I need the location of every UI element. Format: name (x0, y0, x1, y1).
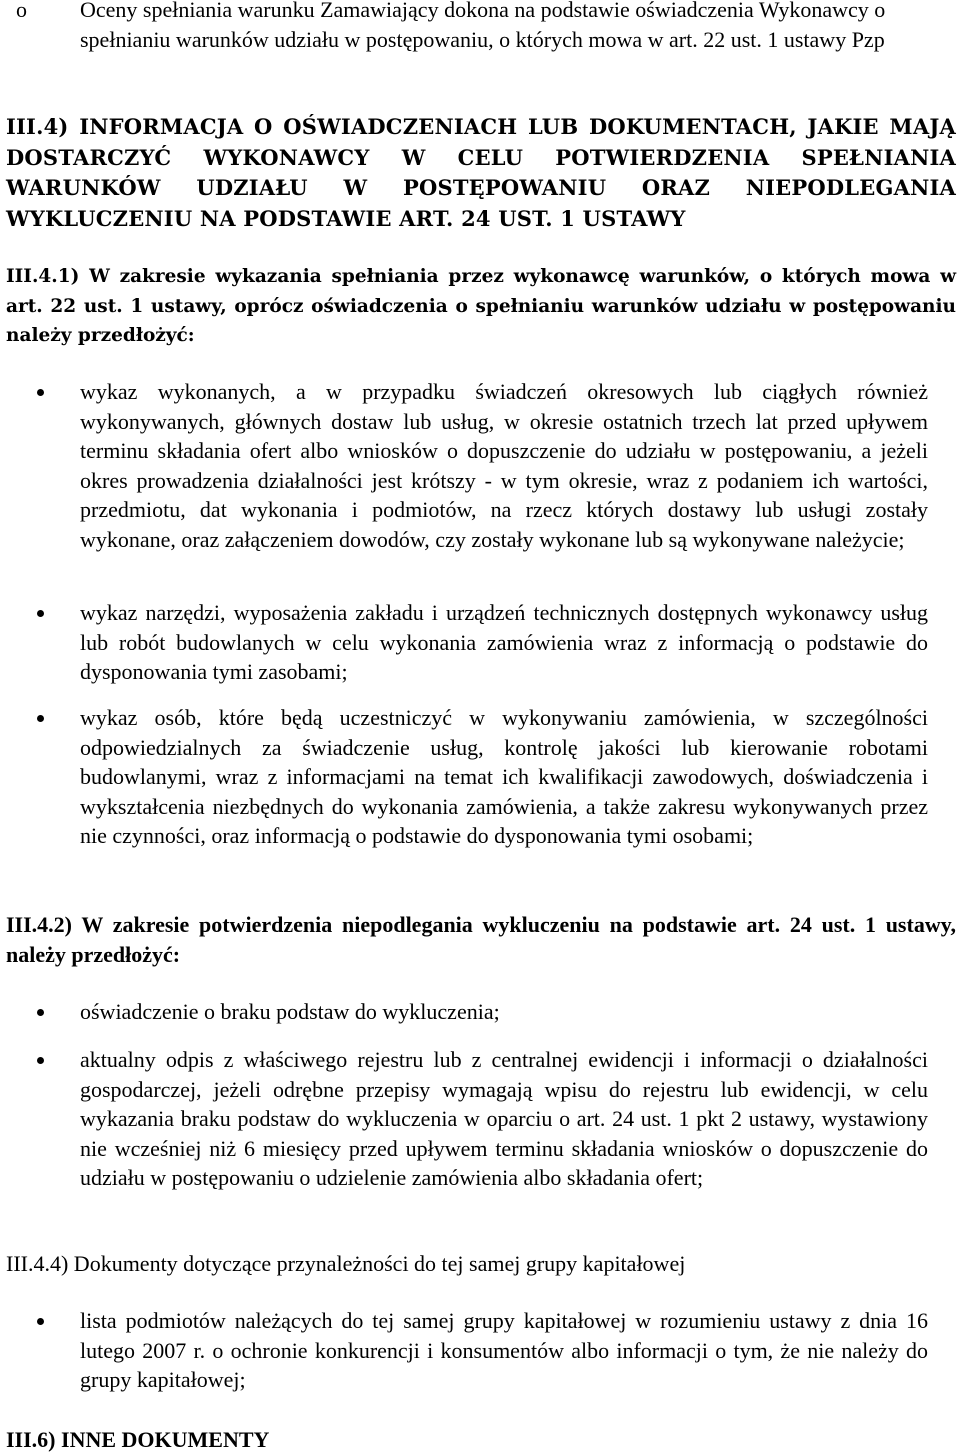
subsection-4-1-heading: III.4.1) W zakresie wykazania spełniania przez wykonawcę warunków, o których mowa w art. 22 ust. 1 ustawy, oprócz oświadczenia o spełnianiu warunków udziału w postępowaniu należy przedłożyć: (6, 266, 956, 346)
bullet-icon (33, 598, 47, 628)
list-item-text: wykaz narzędzi, wyposażenia zakładu i urządzeń technicznych dostępnych wykonawcy usług lub robót budowlanych w celu wykonania zamówienia wraz z informacją o podstawie do dysponowania tymi zasobami; (80, 600, 928, 684)
section-6-heading: III.6) INNE DOKUMENTY (6, 1427, 270, 1452)
list-item-text: lista podmiotów należących do tej samej grupy kapitałowej w rozumieniu ustawy z dnia 16 lutego 2007 r. o ochronie konkurencji i konsumentów albo informacji o tym, że nie należy do grupy kapitałowej; (80, 1308, 928, 1392)
list-item-text: aktualny odpis z właściwego rejestru lub z centralnej ewidencji i informacji o działalności gospodarczej, jeżeli odrębne przepisy wymagają wpisu do rejestru lub ewidencji, w celu wykazania braku podstaw do wykluczenia w oparciu o art. 24 ust. 1 pkt 2 ustawy, wystawiony nie wcześniej niż 6 miesięcy przed upływem terminu składania wniosków o dopuszczenie do udziału w postępowaniu o udzielenie zamówienia albo składania ofert; (80, 1047, 928, 1190)
list-item-text: wykaz osób, które będą uczestniczyć w wykonywaniu zamówienia, w szczególności odpowiedzialnych za świadczenie usług, kontrolę jakości lub kierowanie robotami budowlanymi, wraz z informacjami na temat ich kwalifikacji zawodowych, doświadczenia i wykształcenia niezbędnych do wykonania zamówienia, a także zakresu wykonywanych przez nie czynności, oraz informacją o podstawie do dysponowania tymi osobami; (80, 705, 928, 848)
bullet-icon (33, 1306, 47, 1336)
subsection-4-4-heading: III.4.4) Dokumenty dotyczące przynależności do tej samej grupy kapitałowej (6, 1251, 686, 1276)
bullet-icon (33, 1045, 47, 1075)
list-item-text: wykaz wykonanych, a w przypadku świadczeń okresowych lub ciągłych również wykonywanych, głównych dostaw lub usług, w okresie ostatnich trzech lat przed upływem terminu składania ofert albo wniosków o dopuszczenie do udziału w postępowaniu, a jeżeli okres prowadzenia działalności jest krótszy - w tym okresie, wraz z podaniem ich wartości, przedmiotu, dat wykonania i podmiotów, na rzecz których dostawy lub usługi zostały wykonane, oraz załączeniem dowodów, czy zostały wykonane lub są wykonywane należycie; (80, 379, 928, 552)
bullet-icon (33, 997, 47, 1027)
intro-item-text: Oceny spełniania warunku Zamawiający dokona na podstawie oświadczenia Wykonawcy o spełnianiu warunków udziału w postępowaniu, o których mowa w art. 22 ust. 1 ustawy Pzp (80, 0, 886, 52)
list-item-text: oświadczenie o braku podstaw do wykluczenia; (80, 999, 500, 1024)
section-4-heading: III.4) INFORMACJA O OŚWIADCZENIACH LUB DOKUMENTACH, JAKIE MAJĄ DOSTARCZYĆ WYKONAWCY W CELU POTWIERDZENIA SPEŁNIANIA WARUNKÓW UDZIAŁU W POSTĘPOWANIU ORAZ NIEPODLEGANIA WYKLUCZENIU NA PODSTAWIE ART. 24 UST. 1 USTAWY (6, 114, 956, 231)
subsection-4-2-heading: III.4.2) W zakresie potwierdzenia niepodlegania wykluczeniu na podstawie art. 24 ust. 1 ustawy, należy przedłożyć: (6, 912, 956, 967)
intro-list-item (0, 0, 960, 85)
circle-marker: o (16, 0, 27, 22)
bullet-icon (33, 377, 47, 407)
bullet-icon (33, 703, 47, 733)
